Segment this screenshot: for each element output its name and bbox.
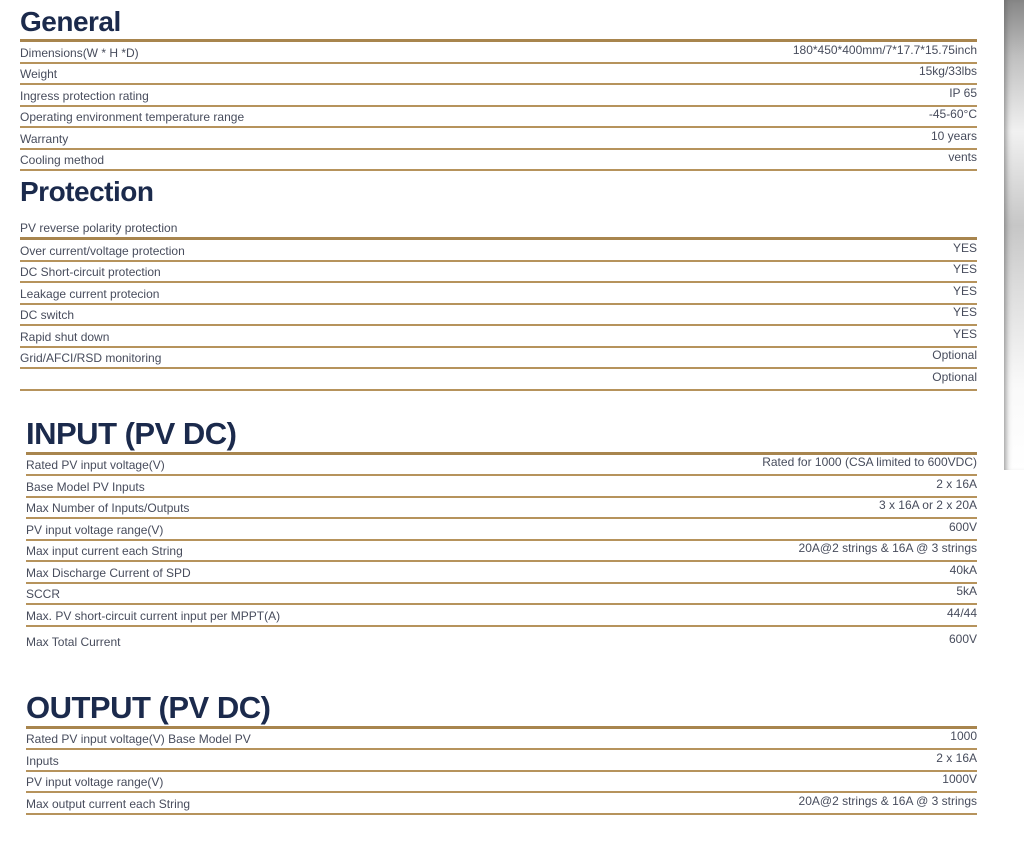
spec-label: Rated PV input voltage(V) Base Model PV	[26, 732, 251, 746]
spec-value: 10 years	[930, 128, 977, 143]
spec-value: 15kg/33lbs	[918, 64, 977, 78]
section-output-pv-dc	[26, 691, 977, 815]
spec-value: 44/44	[946, 605, 977, 620]
spec-label: Inputs	[26, 753, 59, 768]
spec-value: 1000	[950, 729, 977, 743]
spec-value: YES	[952, 305, 977, 319]
spec-value: 2 x 16A	[936, 476, 977, 491]
spec-value: 600V	[948, 519, 977, 534]
spec-label: Leakage current protecion	[20, 286, 160, 301]
spec-row-dc-short-circuit	[20, 262, 977, 284]
spec-value: YES	[952, 262, 977, 276]
section-title-protection: Protection	[20, 176, 154, 207]
spec-row-pv-reverse-polarity	[20, 215, 977, 240]
spec-row-max-pv-short-circuit-mppt	[26, 605, 977, 627]
spec-value: Optional	[932, 348, 977, 362]
spec-value: -45-60°C	[928, 107, 977, 121]
spec-label: PV input voltage range(V)	[26, 522, 164, 537]
spec-row-dc-switch	[20, 305, 977, 327]
spec-label: Rapid shut down	[20, 329, 110, 344]
spec-value: Rated for 1000 (CSA limited to 600VDC)	[762, 455, 977, 469]
spec-value: vents	[948, 150, 977, 164]
spec-row-max-input-current-string	[26, 541, 977, 563]
spec-value: 20A@2 strings & 16A @ 3 strings	[798, 541, 977, 555]
page-edge-shadow	[1004, 0, 1024, 470]
spec-row-dimensions	[20, 42, 977, 64]
spec-label: Dimensions(W * H *D)	[20, 45, 139, 60]
spec-table-input	[26, 455, 977, 651]
spec-sheet-page	[20, 0, 977, 815]
spec-value: Optional	[932, 369, 977, 384]
spec-label: SCCR	[26, 587, 61, 601]
spec-label: Ingress protection rating	[20, 88, 149, 103]
spec-label: Max Total Current	[26, 634, 121, 649]
spec-value: 5kA	[956, 584, 977, 598]
spec-label: Grid/AFCI/RSD monitoring	[20, 351, 162, 365]
spec-value: YES	[952, 326, 977, 341]
spec-value: 1000V	[942, 772, 977, 786]
spec-label: Max Number of Inputs/Outputs	[26, 501, 190, 515]
spec-label: PV reverse polarity protection	[20, 221, 178, 235]
spec-row-max-discharge-current-spd	[26, 562, 977, 584]
spec-row-grid-afci-rsd	[20, 348, 977, 370]
spec-row-max-inputs-outputs	[26, 498, 977, 520]
spec-value: 20A@2 strings & 16A @ 3 strings	[798, 793, 977, 808]
section-title-general: General	[20, 6, 121, 37]
spec-label: Max input current each String	[26, 544, 183, 558]
section-general	[20, 5, 977, 171]
spec-row-ingress-protection	[20, 85, 977, 107]
spec-row-optional-extra	[20, 369, 977, 391]
spec-label: Weight	[20, 67, 58, 81]
spec-label: Warranty	[20, 131, 69, 146]
spec-row-base-model-pv-inputs	[26, 476, 977, 498]
spec-table-output	[26, 729, 977, 815]
spec-value: 40kA	[949, 562, 977, 577]
spec-value: 600V	[948, 631, 977, 646]
section-title-input: INPUT (PV DC)	[26, 415, 237, 451]
spec-row-leakage-current	[20, 283, 977, 305]
spec-value: YES	[952, 283, 977, 298]
spec-row-cooling-method	[20, 150, 977, 172]
section-input-pv-dc	[26, 417, 977, 651]
spec-label: Max Discharge Current of SPD	[26, 565, 191, 580]
spec-row-sccr	[26, 584, 977, 606]
section-protection	[20, 175, 977, 391]
spec-label: PV input voltage range(V)	[26, 775, 164, 789]
section-title-output: OUTPUT (PV DC)	[26, 689, 271, 725]
spec-row-operating-temperature	[20, 107, 977, 129]
spec-label: Rated PV input voltage(V)	[26, 458, 165, 472]
spec-value: IP 65	[949, 85, 977, 100]
spec-row-rapid-shut-down	[20, 326, 977, 348]
spec-table-protection	[20, 215, 977, 391]
spec-row-warranty	[20, 128, 977, 150]
spec-label: Max output current each String	[26, 796, 191, 811]
spec-value: YES	[952, 240, 977, 255]
spec-label: DC Short-circuit protection	[20, 265, 161, 279]
spec-row-max-total-current	[26, 627, 977, 651]
spec-label: Max. PV short-circuit current input per MPPT(A)	[26, 608, 281, 623]
spec-label: DC switch	[20, 308, 75, 322]
spec-row-weight	[20, 64, 977, 86]
spec-label: Base Model PV Inputs	[26, 479, 145, 494]
spec-row-over-current-voltage	[20, 240, 977, 262]
spec-value: 3 x 16A or 2 x 20A	[878, 498, 977, 512]
spec-label: Over current/voltage protection	[20, 243, 185, 258]
spec-value: 180*450*400mm/7*17.7*15.75inch	[792, 42, 977, 57]
spec-row-inputs	[26, 750, 977, 772]
spec-row-rated-pv-input-voltage	[26, 455, 977, 477]
spec-label: Operating environment temperature range	[20, 110, 245, 124]
spec-row-pv-input-voltage-range-output	[26, 772, 977, 794]
spec-row-rated-pv-input-voltage-base-model	[26, 729, 977, 751]
spec-label: Cooling method	[20, 153, 105, 167]
spec-table-general	[20, 42, 977, 171]
spec-value: 2 x 16A	[936, 750, 977, 765]
spec-row-pv-input-voltage-range	[26, 519, 977, 541]
spec-row-max-output-current-string	[26, 793, 977, 815]
